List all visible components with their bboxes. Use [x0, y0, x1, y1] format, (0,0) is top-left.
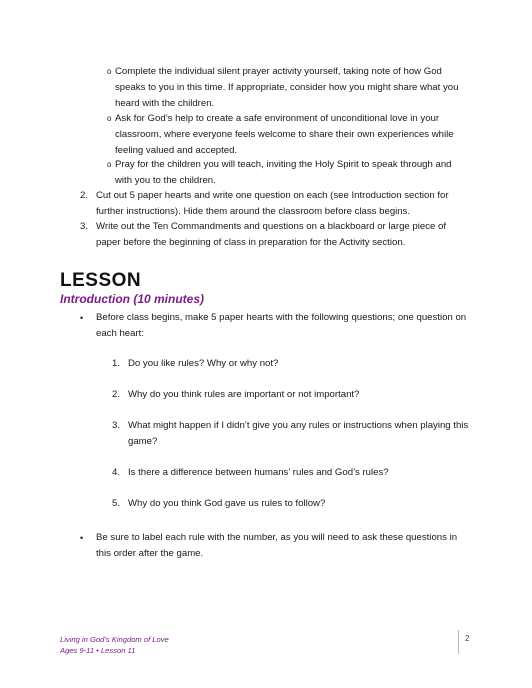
intro-bullet-label-rules — [96, 530, 476, 562]
intro-bullet-paper-hearts — [96, 310, 476, 342]
text-line: this order after the game. — [96, 548, 204, 559]
list-number: 2. — [80, 190, 89, 201]
text-line: with you to the children. — [115, 175, 216, 186]
text-line: Write out the Ten Commandments and questions on a blackboard or large piece of — [96, 221, 447, 232]
introduction-heading: Introduction (10 minutes) — [60, 292, 204, 306]
prep-item-ten-commandments — [96, 219, 476, 251]
text-line: classroom, where everyone feels welcome to share their own experiences while — [115, 129, 454, 140]
question-item — [128, 356, 473, 372]
text-line: paper before the beginning of class in preparation for the Activity section. — [96, 237, 406, 248]
text-line: Why do you think rules are important or not important? — [128, 389, 360, 400]
question-item — [128, 465, 473, 481]
text-line: Ask for God’s help to create a safe environment of unconditional love in your — [115, 113, 440, 124]
page-footer — [60, 634, 169, 656]
page-number: 2 — [465, 634, 470, 643]
footer-subtitle: Ages 9-11 • Lesson 11 — [60, 646, 136, 655]
text-line: Be sure to label each rule with the number, as you will need to ask these questions in — [96, 532, 458, 543]
question-item — [128, 496, 473, 512]
text-line: Do you like rules? Why or why not? — [128, 358, 279, 369]
text-line: Cut out 5 paper hearts and write one question on each (see Introduction section for — [96, 190, 449, 201]
circle-bullet: o — [107, 160, 112, 169]
question-item — [128, 387, 473, 403]
circle-bullet: o — [107, 67, 112, 76]
text-line: heard with the children. — [115, 98, 215, 109]
text-line: Pray for the children you will teach, inviting the Holy Spirit to speak through and — [115, 159, 452, 170]
text-line: Is there a difference between humans’ rules and God’s rules? — [128, 467, 389, 478]
list-number: 3. — [80, 221, 89, 232]
question-number: 5. — [112, 498, 121, 509]
text-line: each heart: — [96, 328, 145, 339]
question-number: 2. — [112, 389, 121, 400]
prep-item-paper-hearts — [96, 188, 476, 220]
text-line: Before class begins, make 5 paper hearts with the following questions; one question on — [96, 312, 467, 323]
question-number: 3. — [112, 420, 121, 431]
text-line: Complete the individual silent prayer activity yourself, taking note of how God — [115, 66, 442, 77]
question-number: 4. — [112, 467, 121, 478]
text-line: further instructions). Hide them around the classroom before class begins. — [96, 206, 411, 217]
text-line: speaks to you in this time. If appropriate, consider how you might share what you — [115, 82, 459, 93]
text-line: game? — [128, 436, 158, 447]
prep-subitem-pray-children — [115, 157, 475, 189]
text-line: feeling valued and accepted. — [115, 145, 238, 156]
lesson-heading: LESSON — [60, 270, 142, 291]
prep-subitem-silent-prayer — [115, 64, 475, 112]
footer-title: Living in God’s Kingdom of Love — [60, 635, 169, 644]
circle-bullet: o — [107, 114, 112, 123]
bullet: • — [80, 313, 84, 323]
bullet: • — [80, 533, 84, 543]
text-line: Why do you think God gave us rules to follow? — [128, 498, 326, 509]
footer-divider — [458, 630, 459, 654]
prep-subitem-safe-environment — [115, 111, 475, 159]
question-number: 1. — [112, 358, 121, 369]
text-line: What might happen if I didn’t give you any rules or instructions when playing this — [128, 420, 469, 431]
question-item — [128, 418, 473, 450]
